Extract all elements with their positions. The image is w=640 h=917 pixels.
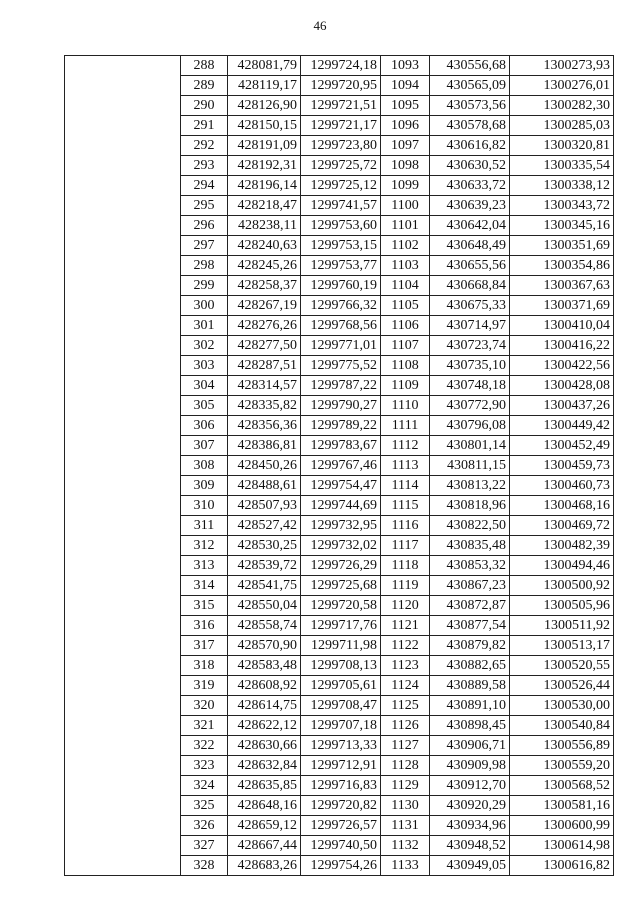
- point-number-left: 315: [181, 596, 228, 616]
- y-coordinate-right: 1300452,49: [510, 436, 614, 456]
- y-coordinate-right: 1300354,86: [510, 256, 614, 276]
- point-number-left: 324: [181, 776, 228, 796]
- point-number-left: 305: [181, 396, 228, 416]
- y-coordinate-right: 1300526,44: [510, 676, 614, 696]
- x-coordinate-left: 428267,19: [228, 296, 301, 316]
- point-number-left: 307: [181, 436, 228, 456]
- y-coordinate-left: 1299732,95: [301, 516, 381, 536]
- x-coordinate-right: 430648,49: [430, 236, 510, 256]
- x-coordinate-right: 430948,52: [430, 836, 510, 856]
- point-number-right: 1113: [381, 456, 430, 476]
- x-coordinate-left: 428238,11: [228, 216, 301, 236]
- y-coordinate-left: 1299783,67: [301, 436, 381, 456]
- y-coordinate-right: 1300500,92: [510, 576, 614, 596]
- x-coordinate-left: 428527,42: [228, 516, 301, 536]
- x-coordinate-left: 428356,36: [228, 416, 301, 436]
- point-number-left: 314: [181, 576, 228, 596]
- point-number-left: 288: [181, 56, 228, 76]
- x-coordinate-right: 430818,96: [430, 496, 510, 516]
- x-coordinate-left: 428196,14: [228, 176, 301, 196]
- y-coordinate-left: 1299789,22: [301, 416, 381, 436]
- y-coordinate-right: 1300581,16: [510, 796, 614, 816]
- point-number-left: 328: [181, 856, 228, 876]
- x-coordinate-left: 428218,47: [228, 196, 301, 216]
- y-coordinate-right: 1300511,92: [510, 616, 614, 636]
- y-coordinate-right: 1300460,73: [510, 476, 614, 496]
- point-number-left: 300: [181, 296, 228, 316]
- x-coordinate-right: 430748,18: [430, 376, 510, 396]
- x-coordinate-left: 428614,75: [228, 696, 301, 716]
- y-coordinate-right: 1300614,98: [510, 836, 614, 856]
- y-coordinate-right: 1300345,16: [510, 216, 614, 236]
- x-coordinate-right: 430616,82: [430, 136, 510, 156]
- point-number-left: 295: [181, 196, 228, 216]
- point-number-right: 1104: [381, 276, 430, 296]
- point-number-right: 1122: [381, 636, 430, 656]
- x-coordinate-right: 430934,96: [430, 816, 510, 836]
- x-coordinate-left: 428386,81: [228, 436, 301, 456]
- x-coordinate-left: 428192,31: [228, 156, 301, 176]
- x-coordinate-left: 428630,66: [228, 736, 301, 756]
- y-coordinate-right: 1300335,54: [510, 156, 614, 176]
- x-coordinate-right: 430813,22: [430, 476, 510, 496]
- x-coordinate-left: 428150,15: [228, 116, 301, 136]
- x-coordinate-left: 428632,84: [228, 756, 301, 776]
- y-coordinate-right: 1300282,30: [510, 96, 614, 116]
- x-coordinate-left: 428191,09: [228, 136, 301, 156]
- point-number-left: 320: [181, 696, 228, 716]
- y-coordinate-right: 1300530,00: [510, 696, 614, 716]
- x-coordinate-left: 428659,12: [228, 816, 301, 836]
- x-coordinate-left: 428081,79: [228, 56, 301, 76]
- y-coordinate-right: 1300513,17: [510, 636, 614, 656]
- x-coordinate-right: 430642,04: [430, 216, 510, 236]
- point-number-left: 317: [181, 636, 228, 656]
- x-coordinate-right: 430675,33: [430, 296, 510, 316]
- x-coordinate-right: 430872,87: [430, 596, 510, 616]
- x-coordinate-left: 428287,51: [228, 356, 301, 376]
- point-number-right: 1118: [381, 556, 430, 576]
- y-coordinate-left: 1299760,19: [301, 276, 381, 296]
- y-coordinate-left: 1299724,18: [301, 56, 381, 76]
- x-coordinate-left: 428450,26: [228, 456, 301, 476]
- point-number-right: 1132: [381, 836, 430, 856]
- point-number-right: 1103: [381, 256, 430, 276]
- x-coordinate-left: 428507,93: [228, 496, 301, 516]
- point-number-right: 1123: [381, 656, 430, 676]
- point-number-right: 1110: [381, 396, 430, 416]
- point-number-right: 1098: [381, 156, 430, 176]
- y-coordinate-left: 1299741,57: [301, 196, 381, 216]
- point-number-right: 1106: [381, 316, 430, 336]
- point-number-left: 299: [181, 276, 228, 296]
- y-coordinate-left: 1299767,46: [301, 456, 381, 476]
- x-coordinate-right: 430630,52: [430, 156, 510, 176]
- x-coordinate-right: 430920,29: [430, 796, 510, 816]
- point-number-right: 1129: [381, 776, 430, 796]
- x-coordinate-right: 430801,14: [430, 436, 510, 456]
- y-coordinate-left: 1299753,60: [301, 216, 381, 236]
- x-coordinate-left: 428539,72: [228, 556, 301, 576]
- coordinates-table: [64, 55, 614, 876]
- x-coordinate-right: 430822,50: [430, 516, 510, 536]
- x-coordinate-right: 430867,23: [430, 576, 510, 596]
- point-number-right: 1131: [381, 816, 430, 836]
- y-coordinate-left: 1299754,26: [301, 856, 381, 876]
- point-number-right: 1124: [381, 676, 430, 696]
- x-coordinate-right: 430891,10: [430, 696, 510, 716]
- point-number-left: 291: [181, 116, 228, 136]
- point-number-left: 309: [181, 476, 228, 496]
- point-number-left: 327: [181, 836, 228, 856]
- point-number-left: 311: [181, 516, 228, 536]
- y-coordinate-left: 1299712,91: [301, 756, 381, 776]
- y-coordinate-left: 1299721,51: [301, 96, 381, 116]
- point-number-right: 1105: [381, 296, 430, 316]
- point-number-right: 1109: [381, 376, 430, 396]
- y-coordinate-left: 1299708,13: [301, 656, 381, 676]
- point-number-right: 1096: [381, 116, 430, 136]
- x-coordinate-left: 428608,92: [228, 676, 301, 696]
- y-coordinate-right: 1300468,16: [510, 496, 614, 516]
- x-coordinate-left: 428622,12: [228, 716, 301, 736]
- point-number-left: 292: [181, 136, 228, 156]
- point-number-left: 312: [181, 536, 228, 556]
- point-number-right: 1093: [381, 56, 430, 76]
- point-number-right: 1095: [381, 96, 430, 116]
- y-coordinate-left: 1299775,52: [301, 356, 381, 376]
- x-coordinate-right: 430668,84: [430, 276, 510, 296]
- x-coordinate-right: 430879,82: [430, 636, 510, 656]
- point-number-left: 293: [181, 156, 228, 176]
- x-coordinate-right: 430909,98: [430, 756, 510, 776]
- point-number-left: 310: [181, 496, 228, 516]
- x-coordinate-left: 428648,16: [228, 796, 301, 816]
- page-number: 46: [313, 18, 327, 33]
- x-coordinate-left: 428240,63: [228, 236, 301, 256]
- y-coordinate-left: 1299720,82: [301, 796, 381, 816]
- y-coordinate-left: 1299720,95: [301, 76, 381, 96]
- y-coordinate-right: 1300410,04: [510, 316, 614, 336]
- x-coordinate-left: 428541,75: [228, 576, 301, 596]
- point-number-right: 1116: [381, 516, 430, 536]
- point-number-right: 1112: [381, 436, 430, 456]
- y-coordinate-left: 1299790,27: [301, 396, 381, 416]
- point-number-left: 321: [181, 716, 228, 736]
- point-number-left: 294: [181, 176, 228, 196]
- point-number-right: 1126: [381, 716, 430, 736]
- y-coordinate-right: 1300273,93: [510, 56, 614, 76]
- point-number-left: 298: [181, 256, 228, 276]
- point-number-left: 325: [181, 796, 228, 816]
- x-coordinate-left: 428245,26: [228, 256, 301, 276]
- y-coordinate-left: 1299753,77: [301, 256, 381, 276]
- x-coordinate-left: 428558,74: [228, 616, 301, 636]
- x-coordinate-right: 430811,15: [430, 456, 510, 476]
- point-number-right: 1119: [381, 576, 430, 596]
- y-coordinate-left: 1299740,50: [301, 836, 381, 856]
- point-number-right: 1133: [381, 856, 430, 876]
- x-coordinate-left: 428683,26: [228, 856, 301, 876]
- point-number-left: 301: [181, 316, 228, 336]
- point-number-right: 1108: [381, 356, 430, 376]
- y-coordinate-right: 1300505,96: [510, 596, 614, 616]
- point-number-right: 1117: [381, 536, 430, 556]
- y-coordinate-right: 1300559,20: [510, 756, 614, 776]
- y-coordinate-left: 1299711,98: [301, 636, 381, 656]
- x-coordinate-right: 430898,45: [430, 716, 510, 736]
- blank-merged-cell: [65, 56, 181, 876]
- y-coordinate-right: 1300616,82: [510, 856, 614, 876]
- y-coordinate-right: 1300351,69: [510, 236, 614, 256]
- y-coordinate-left: 1299720,58: [301, 596, 381, 616]
- point-number-right: 1115: [381, 496, 430, 516]
- x-coordinate-right: 430949,05: [430, 856, 510, 876]
- point-number-right: 1094: [381, 76, 430, 96]
- coordinates-table-body: [65, 56, 614, 876]
- y-coordinate-left: 1299723,80: [301, 136, 381, 156]
- point-number-right: 1120: [381, 596, 430, 616]
- x-coordinate-left: 428667,44: [228, 836, 301, 856]
- point-number-left: 323: [181, 756, 228, 776]
- point-number-left: 290: [181, 96, 228, 116]
- point-number-left: 318: [181, 656, 228, 676]
- point-number-right: 1100: [381, 196, 430, 216]
- x-coordinate-right: 430835,48: [430, 536, 510, 556]
- point-number-left: 306: [181, 416, 228, 436]
- x-coordinate-left: 428277,50: [228, 336, 301, 356]
- table-row: [65, 56, 614, 76]
- y-coordinate-right: 1300437,26: [510, 396, 614, 416]
- y-coordinate-right: 1300422,56: [510, 356, 614, 376]
- x-coordinate-right: 430639,23: [430, 196, 510, 216]
- y-coordinate-right: 1300540,84: [510, 716, 614, 736]
- x-coordinate-left: 428276,26: [228, 316, 301, 336]
- x-coordinate-left: 428635,85: [228, 776, 301, 796]
- point-number-right: 1130: [381, 796, 430, 816]
- x-coordinate-left: 428314,57: [228, 376, 301, 396]
- x-coordinate-right: 430714,97: [430, 316, 510, 336]
- point-number-right: 1107: [381, 336, 430, 356]
- y-coordinate-left: 1299726,57: [301, 816, 381, 836]
- y-coordinate-right: 1300600,99: [510, 816, 614, 836]
- y-coordinate-left: 1299754,47: [301, 476, 381, 496]
- point-number-left: 304: [181, 376, 228, 396]
- y-coordinate-left: 1299768,56: [301, 316, 381, 336]
- y-coordinate-right: 1300494,46: [510, 556, 614, 576]
- point-number-left: 319: [181, 676, 228, 696]
- y-coordinate-left: 1299726,29: [301, 556, 381, 576]
- point-number-right: 1128: [381, 756, 430, 776]
- point-number-right: 1111: [381, 416, 430, 436]
- point-number-left: 297: [181, 236, 228, 256]
- point-number-right: 1102: [381, 236, 430, 256]
- y-coordinate-right: 1300428,08: [510, 376, 614, 396]
- x-coordinate-right: 430578,68: [430, 116, 510, 136]
- x-coordinate-right: 430565,09: [430, 76, 510, 96]
- y-coordinate-right: 1300338,12: [510, 176, 614, 196]
- y-coordinate-left: 1299705,61: [301, 676, 381, 696]
- point-number-right: 1101: [381, 216, 430, 236]
- x-coordinate-left: 428488,61: [228, 476, 301, 496]
- y-coordinate-right: 1300449,42: [510, 416, 614, 436]
- x-coordinate-right: 430772,90: [430, 396, 510, 416]
- y-coordinate-right: 1300469,72: [510, 516, 614, 536]
- x-coordinate-right: 430882,65: [430, 656, 510, 676]
- y-coordinate-right: 1300482,39: [510, 536, 614, 556]
- x-coordinate-right: 430735,10: [430, 356, 510, 376]
- y-coordinate-right: 1300416,22: [510, 336, 614, 356]
- y-coordinate-left: 1299771,01: [301, 336, 381, 356]
- y-coordinate-left: 1299707,18: [301, 716, 381, 736]
- y-coordinate-right: 1300276,01: [510, 76, 614, 96]
- x-coordinate-right: 430655,56: [430, 256, 510, 276]
- x-coordinate-right: 430906,71: [430, 736, 510, 756]
- y-coordinate-left: 1299766,32: [301, 296, 381, 316]
- y-coordinate-right: 1300285,03: [510, 116, 614, 136]
- y-coordinate-left: 1299716,83: [301, 776, 381, 796]
- point-number-right: 1099: [381, 176, 430, 196]
- x-coordinate-left: 428550,04: [228, 596, 301, 616]
- y-coordinate-left: 1299708,47: [301, 696, 381, 716]
- x-coordinate-right: 430573,56: [430, 96, 510, 116]
- x-coordinate-left: 428570,90: [228, 636, 301, 656]
- y-coordinate-right: 1300568,52: [510, 776, 614, 796]
- point-number-left: 289: [181, 76, 228, 96]
- y-coordinate-left: 1299725,72: [301, 156, 381, 176]
- y-coordinate-left: 1299713,33: [301, 736, 381, 756]
- y-coordinate-right: 1300371,69: [510, 296, 614, 316]
- y-coordinate-left: 1299725,68: [301, 576, 381, 596]
- point-number-left: 322: [181, 736, 228, 756]
- y-coordinate-right: 1300556,89: [510, 736, 614, 756]
- y-coordinate-right: 1300367,63: [510, 276, 614, 296]
- x-coordinate-left: 428258,37: [228, 276, 301, 296]
- point-number-right: 1097: [381, 136, 430, 156]
- point-number-left: 313: [181, 556, 228, 576]
- x-coordinate-left: 428530,25: [228, 536, 301, 556]
- point-number-left: 303: [181, 356, 228, 376]
- y-coordinate-left: 1299744,69: [301, 496, 381, 516]
- x-coordinate-left: 428119,17: [228, 76, 301, 96]
- point-number-left: 326: [181, 816, 228, 836]
- y-coordinate-left: 1299721,17: [301, 116, 381, 136]
- x-coordinate-right: 430889,58: [430, 676, 510, 696]
- point-number-left: 296: [181, 216, 228, 236]
- y-coordinate-left: 1299753,15: [301, 236, 381, 256]
- x-coordinate-left: 428335,82: [228, 396, 301, 416]
- point-number-right: 1125: [381, 696, 430, 716]
- x-coordinate-right: 430912,70: [430, 776, 510, 796]
- x-coordinate-right: 430877,54: [430, 616, 510, 636]
- x-coordinate-left: 428583,48: [228, 656, 301, 676]
- point-number-left: 308: [181, 456, 228, 476]
- point-number-left: 316: [181, 616, 228, 636]
- x-coordinate-right: 430633,72: [430, 176, 510, 196]
- x-coordinate-right: 430723,74: [430, 336, 510, 356]
- coordinates-table-container: [64, 55, 613, 876]
- x-coordinate-right: 430853,32: [430, 556, 510, 576]
- x-coordinate-right: 430556,68: [430, 56, 510, 76]
- y-coordinate-right: 1300520,55: [510, 656, 614, 676]
- y-coordinate-right: 1300320,81: [510, 136, 614, 156]
- y-coordinate-left: 1299787,22: [301, 376, 381, 396]
- y-coordinate-left: 1299732,02: [301, 536, 381, 556]
- y-coordinate-left: 1299725,12: [301, 176, 381, 196]
- point-number-right: 1127: [381, 736, 430, 756]
- y-coordinate-right: 1300459,73: [510, 456, 614, 476]
- x-coordinate-left: 428126,90: [228, 96, 301, 116]
- y-coordinate-left: 1299717,76: [301, 616, 381, 636]
- y-coordinate-right: 1300343,72: [510, 196, 614, 216]
- point-number-left: 302: [181, 336, 228, 356]
- point-number-right: 1121: [381, 616, 430, 636]
- x-coordinate-right: 430796,08: [430, 416, 510, 436]
- point-number-right: 1114: [381, 476, 430, 496]
